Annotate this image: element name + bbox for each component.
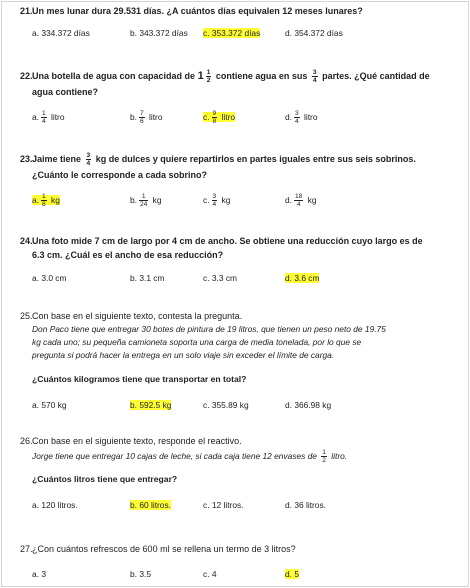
option-letter: b. [130, 569, 137, 579]
question-stem [20, 542, 460, 556]
option-letter: b. [130, 273, 137, 283]
option-text: 60 litros. [139, 500, 171, 511]
option-letter: a. [32, 500, 39, 511]
option-c[interactable] [203, 498, 244, 512]
option-a[interactable] [32, 110, 65, 125]
reading-passage [20, 448, 460, 464]
question-21 [20, 4, 460, 42]
option-a[interactable] [32, 398, 66, 412]
answer-options [20, 26, 460, 42]
answer-options [20, 498, 460, 514]
option-letter: a. [32, 112, 39, 123]
question-number: 23. [20, 154, 33, 164]
option-b[interactable] [130, 110, 163, 125]
question-text: ¿Cuánto le corresponde a cada sobrino? [32, 170, 208, 181]
option-letter: d. [285, 28, 292, 38]
question-text: Un mes lunar dura 29.531 días. ¿A cuántos días equivalen 12 meses lunares? [32, 6, 363, 16]
option-letter: d. [285, 112, 292, 123]
question-prompt: ¿Cuántos kilogramos tiene que transportar en total? [32, 374, 247, 384]
passage-line: Jorge tiene que entregar 10 cajas de leche, si cada caja tiene 12 envases de [32, 451, 317, 461]
answer-options [20, 567, 460, 583]
option-d[interactable] [285, 26, 343, 40]
option-c[interactable] [203, 193, 230, 208]
answer-options [20, 110, 460, 130]
option-letter: c. [203, 28, 210, 38]
option-text: 3.3 cm [211, 273, 237, 283]
option-b[interactable] [130, 271, 164, 285]
answer-options [20, 398, 460, 414]
fraction: $\frac{1}{24}$ [140, 193, 148, 209]
option-d[interactable] [285, 398, 331, 412]
option-letter: c. [203, 569, 210, 579]
option-c[interactable] [203, 567, 217, 581]
question-prompt: ¿Cuántos litros tiene que entregar? [32, 474, 178, 485]
option-text: 355.89 kg [211, 400, 249, 410]
question-text: agua contiene? [32, 87, 99, 98]
option-text: 3 [41, 569, 46, 579]
question-23 [20, 151, 460, 213]
question-number: 25. [20, 311, 33, 321]
option-unit: litro [51, 112, 65, 123]
option-letter: c. [203, 500, 210, 511]
option-letter: a. [32, 569, 39, 579]
option-text: 3.1 cm [139, 273, 165, 283]
fraction: $\frac{3}{4}$ [212, 193, 217, 209]
option-letter: c. [203, 400, 210, 410]
option-unit: kg [221, 195, 231, 206]
question-27 [20, 542, 460, 583]
option-text: 592.5 kg [139, 400, 172, 410]
question-text: Una botella de agua con capacidad de [32, 71, 196, 81]
passage-line: Don Paco tiene que entregar 30 botes de pintura de 19 litros, que tienen un peso neto de 19.75 [32, 324, 386, 334]
question-text: partes. ¿Qué cantidad de [322, 71, 430, 81]
question-text: ¿Con cuántos refrescos de 600 ml se rellena un termo de 3 litros? [32, 544, 296, 554]
option-letter: d. [285, 400, 292, 410]
option-a[interactable] [32, 26, 90, 40]
question-number: 24. [20, 236, 33, 246]
fraction: $\frac{18}{4}$ [295, 193, 303, 209]
fraction: $\frac{1}{2}$ [206, 69, 211, 85]
question-number: 22. [20, 71, 33, 81]
option-text: 334.372 días [41, 28, 90, 38]
option-letter: b. [130, 28, 137, 38]
option-a[interactable] [32, 498, 78, 512]
fraction: $\frac{7}{6}$ [140, 110, 144, 126]
option-b[interactable] [130, 193, 162, 208]
option-unit: kg [307, 195, 317, 206]
option-text: 36 litros. [294, 500, 326, 511]
option-letter: d. [285, 195, 292, 206]
option-text: 570 kg [41, 400, 67, 410]
question-stem [20, 434, 460, 448]
option-d[interactable] [285, 193, 317, 208]
option-text: 3.0 cm [41, 273, 67, 283]
question-number: 27. [20, 544, 33, 554]
question-25 [20, 309, 460, 414]
option-letter: d. [285, 273, 292, 283]
option-text: 120 litros. [41, 500, 78, 511]
option-d[interactable] [285, 498, 326, 512]
question-text: Jaime tiene [32, 154, 82, 164]
option-text: 353.372 días [211, 28, 261, 38]
answer-options [20, 271, 460, 287]
option-c[interactable] [203, 271, 237, 285]
option-d[interactable] [285, 271, 319, 285]
fraction: $\frac{3}{4}$ [312, 69, 317, 85]
option-letter: c. [203, 273, 210, 283]
option-a[interactable] [32, 271, 66, 285]
question-stem [20, 234, 460, 262]
option-letter: a. [32, 273, 39, 283]
fraction: $\frac{3}{4}$ [86, 152, 91, 168]
option-letter: b. [130, 500, 137, 511]
fraction: $\frac{1}{8}$ [42, 193, 46, 209]
question-text: Una foto mide 7 cm de largo por 4 cm de ancho. Se obtiene una reducción cuyo largo es de [32, 236, 423, 246]
question-stem [20, 68, 460, 100]
option-a[interactable] [32, 193, 60, 208]
question-22 [20, 68, 460, 130]
question-text: contiene agua en sus [215, 71, 308, 81]
option-letter: a. [32, 195, 39, 206]
option-letter: b. [130, 112, 137, 123]
fraction: $\frac{1}{4}$ [42, 110, 46, 126]
option-letter: d. [285, 569, 292, 579]
option-b[interactable] [130, 498, 171, 512]
option-b[interactable] [130, 567, 151, 581]
question-26 [20, 434, 460, 514]
option-letter: b. [130, 400, 137, 410]
answer-options [20, 193, 460, 213]
option-letter: c. [203, 195, 210, 206]
fraction: $\frac{1}{2}$ [322, 449, 326, 465]
option-text: 4 [211, 569, 217, 579]
passage-line: kg cada uno; su pequeña camioneta soporta una carga de media tonelada, por lo que se [32, 337, 362, 347]
option-letter: a. [32, 400, 39, 410]
option-unit: kg [152, 195, 162, 206]
option-text: 5 [294, 569, 299, 579]
option-text: 366.98 kg [294, 400, 332, 410]
option-letter: b. [130, 195, 137, 206]
mixed-number-whole: 1 [197, 70, 204, 82]
question-stem [20, 309, 460, 323]
option-b[interactable] [130, 26, 188, 40]
option-a[interactable] [32, 567, 46, 581]
passage-line: pregunta si podrá hacer la entrega en un solo viaje sin exceder el límite de carga. [32, 350, 335, 360]
option-unit: kg [51, 195, 60, 206]
question-intro: Con base en el siguiente texto, responde el reactivo. [32, 436, 242, 446]
option-c[interactable] [203, 110, 235, 125]
option-b[interactable] [130, 398, 171, 412]
option-text: 3.5 [139, 569, 151, 579]
question-number: 26. [20, 436, 33, 446]
option-unit: litro [221, 112, 236, 123]
fraction: $\frac{3}{4}$ [295, 110, 299, 126]
passage-line: litro. [331, 451, 348, 461]
option-unit: litro [304, 112, 318, 123]
option-text: 354.372 días [294, 28, 343, 38]
question-text: kg de dulces y quiere repartirlos en partes iguales entre sus seis sobrinos. [95, 154, 416, 164]
option-text: 12 litros. [211, 500, 244, 511]
option-letter: d. [285, 500, 292, 511]
question-stem [20, 151, 460, 183]
option-letter: a. [32, 28, 39, 38]
option-letter: c. [203, 112, 210, 123]
option-c[interactable] [203, 398, 249, 412]
question-number: 21. [20, 6, 33, 16]
option-text: 343.372 días [139, 28, 188, 38]
fraction: $\frac{9}{8}$ [212, 110, 217, 126]
question-text: 6.3 cm. ¿Cuál es el ancho de esa reducción? [32, 250, 224, 260]
option-text: 3.6 cm [294, 273, 320, 283]
question-intro: Con base en el siguiente texto, contesta la pregunta. [32, 311, 243, 321]
option-c[interactable] [203, 26, 260, 40]
question-24 [20, 234, 460, 287]
option-unit: litro [149, 112, 163, 123]
option-d[interactable] [285, 567, 299, 581]
reading-passage [20, 323, 460, 362]
option-d[interactable] [285, 110, 318, 125]
question-stem [20, 4, 460, 18]
